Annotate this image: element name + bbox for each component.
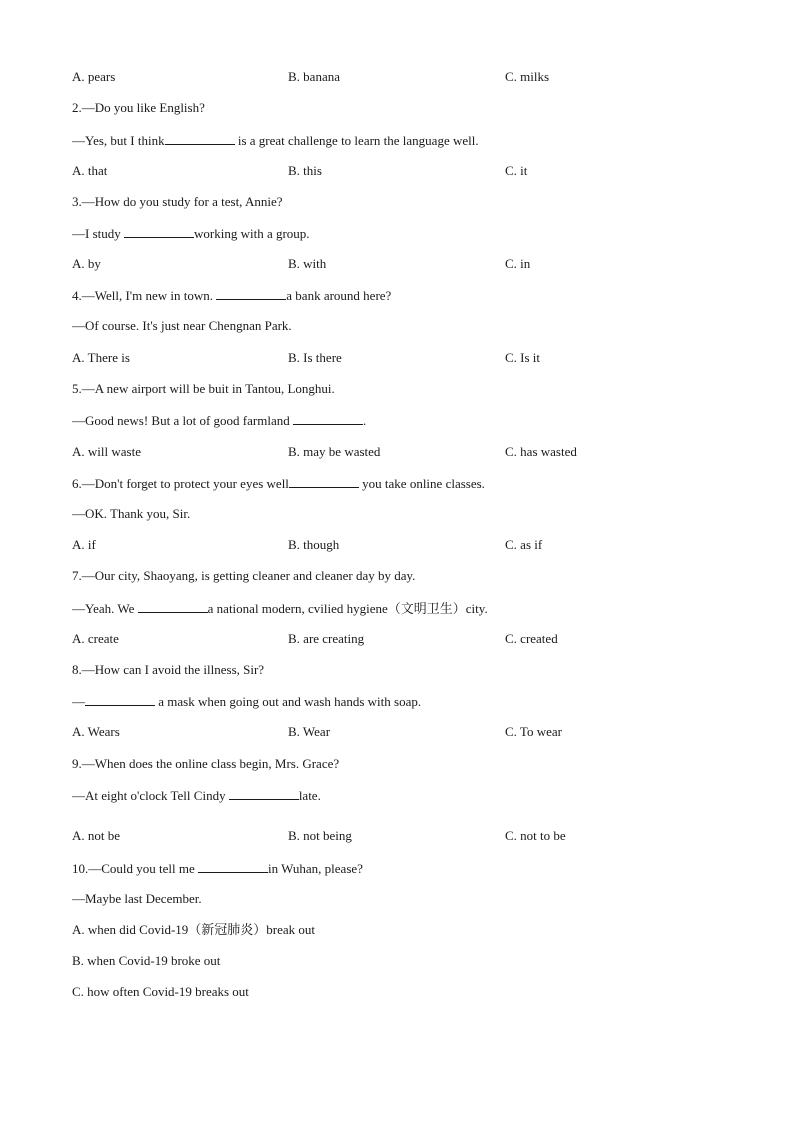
q4-stem-pre: 4.—Well, I'm new in town. xyxy=(72,288,217,303)
q1-options xyxy=(72,69,732,85)
q8-reply xyxy=(72,693,421,710)
q3-answer-blank[interactable] xyxy=(124,225,194,238)
q7-options xyxy=(72,631,732,647)
q3-option-b[interactable]: B. with xyxy=(288,256,327,271)
q7-option-b[interactable]: B. are creating xyxy=(288,631,365,646)
q4-option-c[interactable]: C. Is it xyxy=(505,350,541,365)
q7-option-a[interactable]: A. create xyxy=(72,631,119,646)
q2-answer-blank[interactable] xyxy=(165,132,235,145)
q4-option-a[interactable]: A. There is xyxy=(72,350,130,365)
q2-option-c[interactable]: C. it xyxy=(505,163,528,178)
q9-option-a[interactable]: A. not be xyxy=(72,828,121,843)
q3-reply xyxy=(72,225,310,242)
q6-stem xyxy=(72,475,485,492)
q10-stem xyxy=(72,860,363,877)
q8-option-b[interactable]: B. Wear xyxy=(288,724,331,739)
q10-stem-pre: 10.—Could you tell me xyxy=(72,861,199,876)
q10-stem-post: in Wuhan, please? xyxy=(268,861,363,876)
q8-options xyxy=(72,724,732,740)
q3-option-c[interactable]: C. in xyxy=(505,256,531,271)
q3-option-a[interactable]: A. by xyxy=(72,256,101,271)
q6-answer-blank[interactable] xyxy=(289,475,359,488)
q5-stem: 5.—A new airport will be buit in Tantou, Longhui. xyxy=(72,381,335,396)
q2-options xyxy=(72,163,732,179)
q2-stem: 2.—Do you like English? xyxy=(72,100,205,115)
q9-reply-pre: —At eight o'clock Tell Cindy xyxy=(72,788,229,803)
q8-option-c[interactable]: C. To wear xyxy=(505,724,562,739)
q4-stem-post: a bank around here? xyxy=(286,288,392,303)
q2-option-a[interactable]: A. that xyxy=(72,163,108,178)
q8-answer-blank[interactable] xyxy=(85,693,155,706)
q3-reply-pre: —I study xyxy=(72,226,124,241)
q10-reply: —Maybe last December. xyxy=(72,891,202,906)
q10-option-b[interactable]: B. when Covid-19 broke out xyxy=(72,953,221,968)
q9-stem: 9.—When does the online class begin, Mrs. Grace? xyxy=(72,756,340,771)
q10-option-a[interactable]: A. when did Covid-19（新冠肺炎）break out xyxy=(72,922,316,937)
q2-option-b[interactable]: B. this xyxy=(288,163,322,178)
q10-answer-blank[interactable] xyxy=(198,860,268,873)
q7-reply-pre: —Yeah. We xyxy=(72,601,138,616)
q6-option-b[interactable]: B. though xyxy=(288,537,340,552)
q5-option-c[interactable]: C. has wasted xyxy=(505,444,577,459)
q9-answer-blank[interactable] xyxy=(229,787,299,800)
q2-reply-pre: —Yes, but I think xyxy=(72,133,165,148)
q8-reply-pre: — xyxy=(72,694,85,709)
q3-options xyxy=(72,256,732,272)
q7-option-c[interactable]: C. created xyxy=(505,631,558,646)
q5-reply-pre: —Good news! But a lot of good farmland xyxy=(72,413,293,428)
q6-stem-pre: 6.—Don't forget to protect your eyes well xyxy=(72,476,289,491)
q1-option-c[interactable]: C. milks xyxy=(505,69,550,84)
q5-reply-post: . xyxy=(362,413,367,428)
q6-option-c[interactable]: C. as if xyxy=(505,537,543,552)
q4-reply: —Of course. It's just near Chengnan Park. xyxy=(72,318,292,333)
q3-reply-post: working with a group. xyxy=(194,226,310,241)
q2-reply xyxy=(72,132,479,149)
q7-stem: 7.—Our city, Shaoyang, is getting cleaner and cleaner day by day. xyxy=(72,568,416,583)
q5-options xyxy=(72,444,732,460)
q1-option-b[interactable]: B. banana xyxy=(288,69,340,84)
q5-option-b[interactable]: B. may be wasted xyxy=(288,444,381,459)
q5-answer-blank[interactable] xyxy=(293,412,363,425)
q6-reply: —OK. Thank you, Sir. xyxy=(72,506,191,521)
q7-reply xyxy=(72,600,488,617)
q8-stem: 8.—How can I avoid the illness, Sir? xyxy=(72,662,265,677)
q4-options xyxy=(72,350,732,366)
q5-option-a[interactable]: A. will waste xyxy=(72,444,141,459)
q8-reply-post: a mask when going out and wash hands with soap. xyxy=(155,694,422,709)
q5-reply xyxy=(72,412,366,429)
q7-answer-blank[interactable] xyxy=(138,600,208,613)
q6-stem-post: you take online classes. xyxy=(358,476,485,491)
q4-answer-blank[interactable] xyxy=(216,287,286,300)
q1-option-a[interactable]: A. pears xyxy=(72,69,116,84)
q2-reply-post: is a great challenge to learn the language well. xyxy=(234,133,479,148)
q9-options xyxy=(72,828,732,844)
q9-option-b[interactable]: B. not being xyxy=(288,828,352,843)
q9-reply-post: late. xyxy=(298,788,321,803)
q7-reply-post: a national modern, cvilied hygiene（文明卫生）city. xyxy=(207,601,488,616)
q6-options xyxy=(72,537,732,553)
q10-option-c[interactable]: C. how often Covid-19 breaks out xyxy=(72,984,249,999)
q9-reply xyxy=(72,787,321,804)
q4-option-b[interactable]: B. Is there xyxy=(288,350,342,365)
q3-stem: 3.—How do you study for a test, Annie? xyxy=(72,194,283,209)
q6-option-a[interactable]: A. if xyxy=(72,537,96,552)
q9-option-c[interactable]: C. not to be xyxy=(505,828,566,843)
q8-option-a[interactable]: A. Wears xyxy=(72,724,120,739)
q4-stem xyxy=(72,287,391,304)
